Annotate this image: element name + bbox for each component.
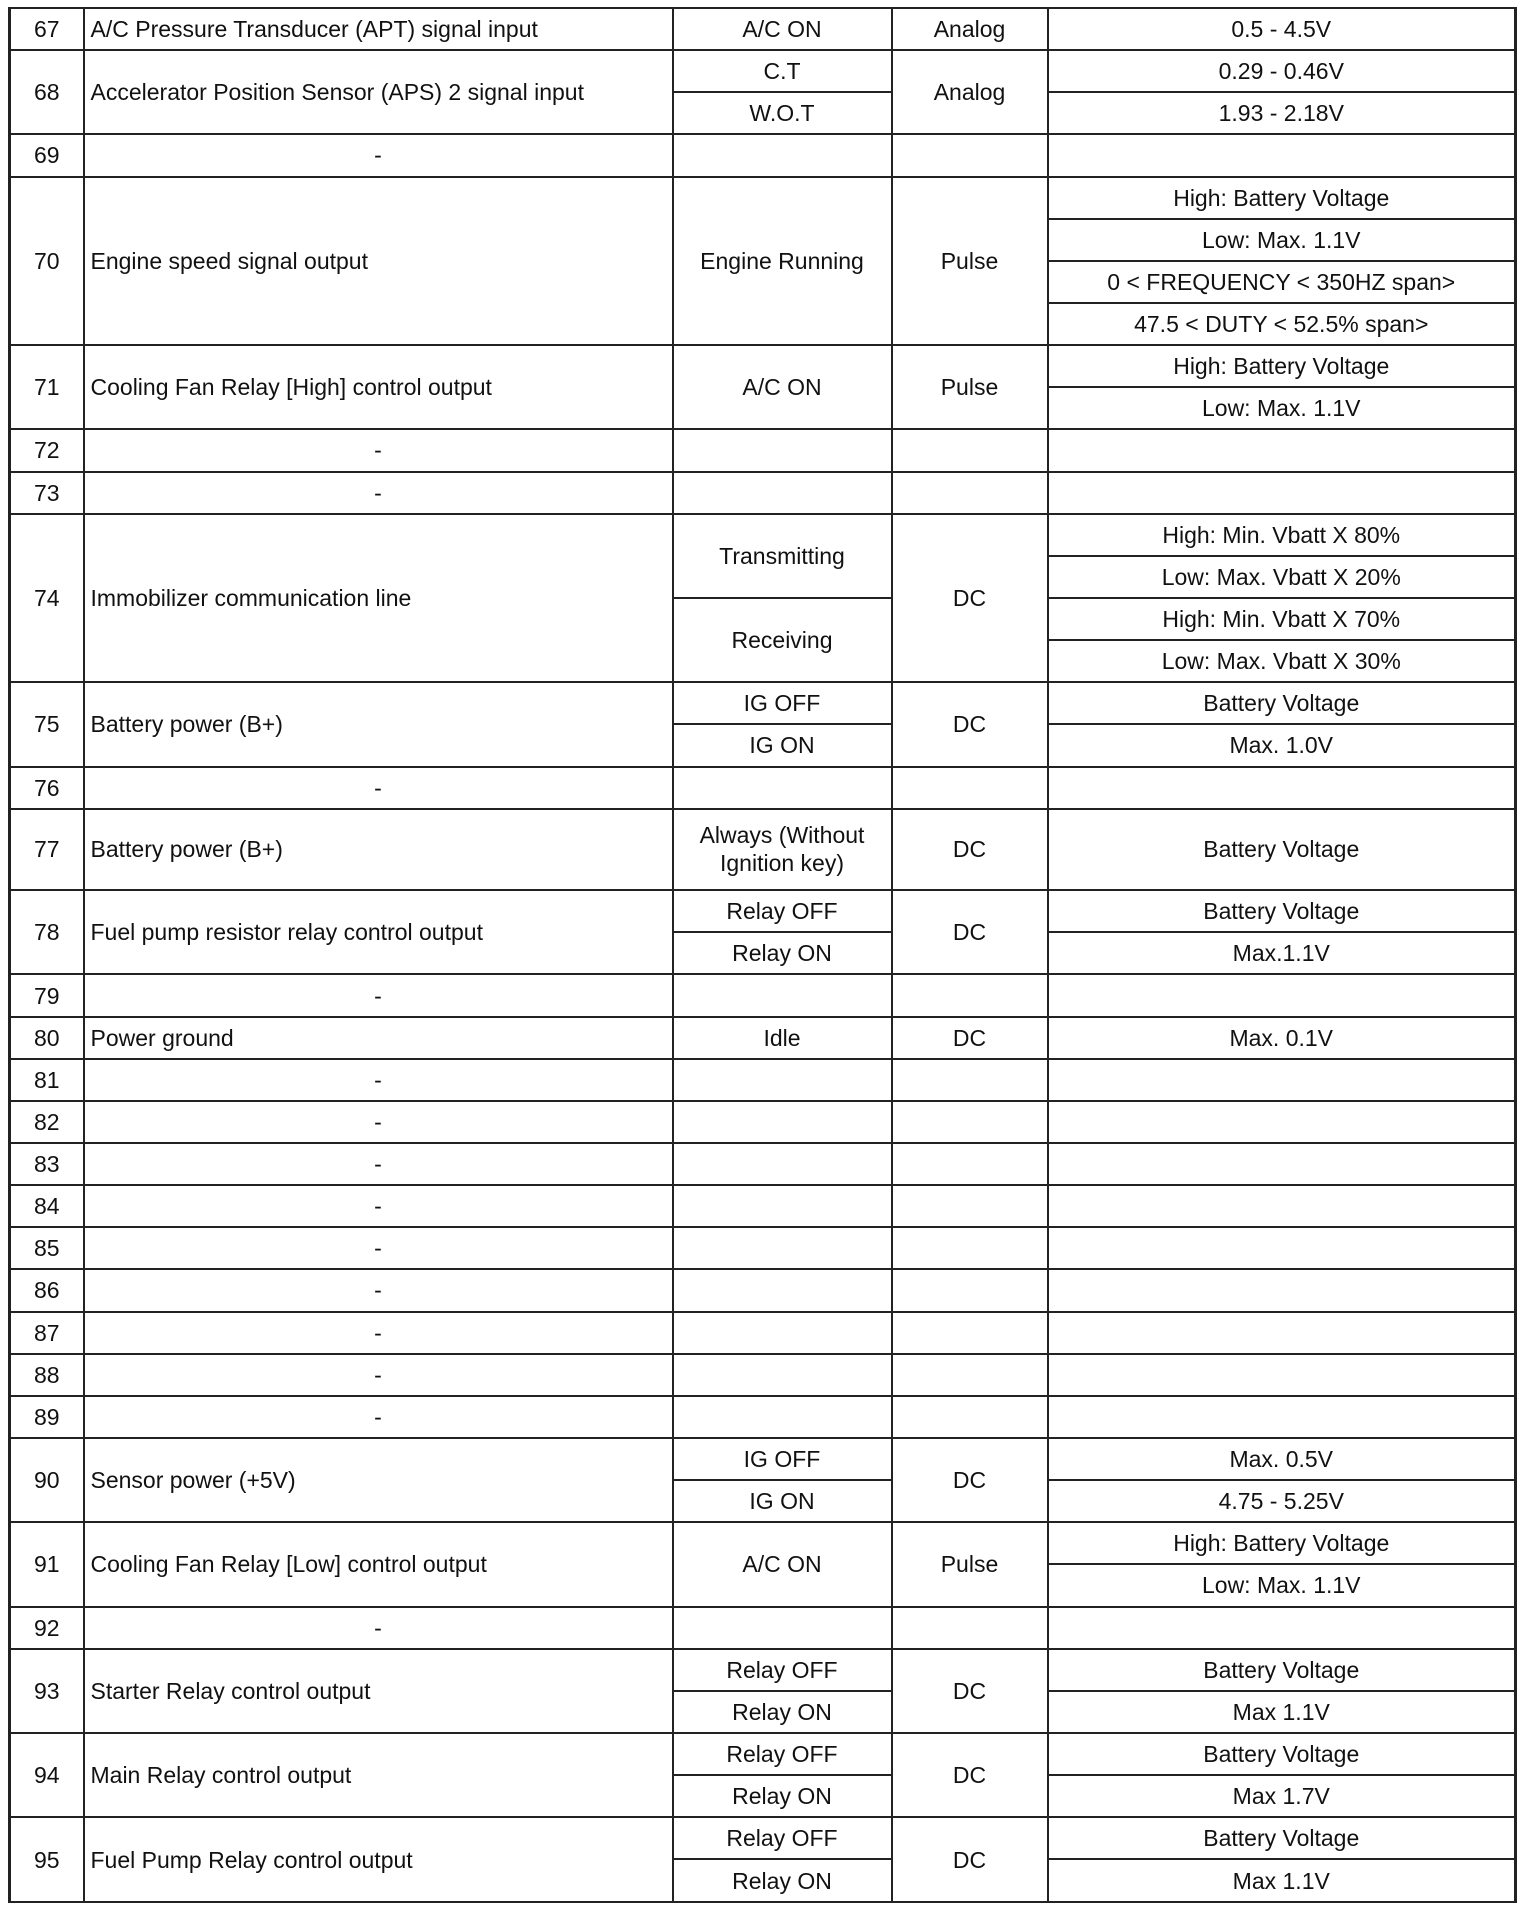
signal-type: Pulse	[892, 1522, 1048, 1606]
pin-number: 75	[10, 682, 84, 766]
pin-description: -	[84, 1269, 673, 1311]
signal-level: 47.5 < DUTY < 52.5% span>	[1048, 303, 1516, 345]
pin-condition	[673, 767, 892, 809]
pin-number: 81	[10, 1059, 84, 1101]
pin-condition: A/C ON	[673, 1522, 892, 1606]
pin-specification-table	[8, 7, 1517, 1903]
pin-condition: Relay OFF	[673, 1817, 892, 1859]
pin-description: Main Relay control output	[84, 1733, 673, 1817]
pin-description: Starter Relay control output	[84, 1649, 673, 1733]
signal-type	[892, 429, 1048, 471]
signal-level: 4.75 - 5.25V	[1048, 1480, 1516, 1522]
signal-level: 0.29 - 0.46V	[1048, 50, 1516, 92]
pin-condition: Engine Running	[673, 177, 892, 346]
signal-level	[1048, 1227, 1516, 1269]
table-row	[10, 1185, 1516, 1227]
signal-level	[1048, 767, 1516, 809]
pin-condition: Relay OFF	[673, 1649, 892, 1691]
signal-level	[1048, 1101, 1516, 1143]
signal-level: Battery Voltage	[1048, 890, 1516, 932]
pin-description: -	[84, 429, 673, 471]
signal-level: Max. 0.5V	[1048, 1438, 1516, 1480]
table-row	[10, 809, 1516, 890]
signal-level: Battery Voltage	[1048, 809, 1516, 890]
pin-condition: A/C ON	[673, 8, 892, 50]
signal-level: 1.93 - 2.18V	[1048, 92, 1516, 134]
pin-condition: Always (Without Ignition key)	[673, 809, 892, 890]
pin-description: -	[84, 472, 673, 514]
pin-number: 71	[10, 345, 84, 429]
pin-condition	[673, 429, 892, 471]
table-row	[10, 1227, 1516, 1269]
pin-condition	[673, 1059, 892, 1101]
table-row	[10, 1607, 1516, 1649]
signal-type	[892, 1101, 1048, 1143]
pin-number: 73	[10, 472, 84, 514]
pin-description: -	[84, 1059, 673, 1101]
signal-level: Battery Voltage	[1048, 1817, 1516, 1859]
pin-description: -	[84, 134, 673, 176]
pin-number: 87	[10, 1312, 84, 1354]
pin-number: 92	[10, 1607, 84, 1649]
signal-level: 0.5 - 4.5V	[1048, 8, 1516, 50]
table-row	[10, 974, 1516, 1016]
signal-level: 0 < FREQUENCY < 350HZ span>	[1048, 261, 1516, 303]
signal-type	[892, 1059, 1048, 1101]
signal-level	[1048, 1354, 1516, 1396]
pin-table-body	[10, 8, 1516, 1902]
signal-type: Analog	[892, 8, 1048, 50]
pin-condition: Relay OFF	[673, 890, 892, 932]
pin-description: -	[84, 1143, 673, 1185]
pin-description: A/C Pressure Transducer (APT) signal input	[84, 8, 673, 50]
pin-number: 95	[10, 1817, 84, 1902]
table-row	[10, 1733, 1516, 1775]
pin-description: Battery power (B+)	[84, 682, 673, 766]
table-row	[10, 1649, 1516, 1691]
pin-description: -	[84, 1101, 673, 1143]
signal-type: DC	[892, 1649, 1048, 1733]
pin-number: 76	[10, 767, 84, 809]
pin-number: 70	[10, 177, 84, 346]
pin-condition	[673, 1269, 892, 1311]
table-row	[10, 177, 1516, 219]
pin-condition: IG ON	[673, 1480, 892, 1522]
signal-level: Max.1.1V	[1048, 932, 1516, 974]
signal-level: High: Battery Voltage	[1048, 177, 1516, 219]
pin-condition: Relay ON	[673, 1691, 892, 1733]
pin-number: 94	[10, 1733, 84, 1817]
signal-level: Low: Max. 1.1V	[1048, 387, 1516, 429]
pin-number: 67	[10, 8, 84, 50]
pin-condition: Relay ON	[673, 1859, 892, 1902]
pin-condition	[673, 1354, 892, 1396]
pin-condition	[673, 472, 892, 514]
table-row	[10, 1396, 1516, 1438]
pin-condition: Idle	[673, 1017, 892, 1059]
signal-level	[1048, 1059, 1516, 1101]
signal-type: DC	[892, 514, 1048, 683]
pin-condition: Relay ON	[673, 1775, 892, 1817]
signal-level: High: Min. Vbatt X 80%	[1048, 514, 1516, 556]
signal-type	[892, 472, 1048, 514]
pin-condition: IG OFF	[673, 1438, 892, 1480]
signal-level: Low: Max. 1.1V	[1048, 1564, 1516, 1606]
table-row	[10, 1312, 1516, 1354]
signal-level: Max 1.1V	[1048, 1859, 1516, 1902]
signal-level	[1048, 472, 1516, 514]
pin-number: 79	[10, 974, 84, 1016]
signal-type: DC	[892, 1817, 1048, 1902]
pin-condition	[673, 1607, 892, 1649]
table-row	[10, 682, 1516, 724]
signal-type: DC	[892, 890, 1048, 974]
pin-table-sheet	[8, 7, 1514, 1903]
signal-level: High: Min. Vbatt X 70%	[1048, 598, 1516, 640]
pin-description: Battery power (B+)	[84, 809, 673, 890]
signal-level	[1048, 1396, 1516, 1438]
signal-level	[1048, 429, 1516, 471]
pin-condition	[673, 1312, 892, 1354]
table-row	[10, 472, 1516, 514]
pin-description: Cooling Fan Relay [High] control output	[84, 345, 673, 429]
signal-type: Pulse	[892, 177, 1048, 346]
pin-number: 84	[10, 1185, 84, 1227]
pin-condition: C.T	[673, 50, 892, 92]
table-row	[10, 1059, 1516, 1101]
pin-description: -	[84, 1185, 673, 1227]
pin-condition: A/C ON	[673, 345, 892, 429]
signal-level	[1048, 974, 1516, 1016]
signal-type	[892, 1227, 1048, 1269]
signal-type: DC	[892, 682, 1048, 766]
signal-type: DC	[892, 809, 1048, 890]
pin-number: 78	[10, 890, 84, 974]
table-row	[10, 345, 1516, 387]
table-row	[10, 1101, 1516, 1143]
pin-description: -	[84, 1396, 673, 1438]
signal-type	[892, 1354, 1048, 1396]
pin-number: 77	[10, 809, 84, 890]
pin-number: 91	[10, 1522, 84, 1606]
pin-number: 90	[10, 1438, 84, 1522]
pin-condition: IG OFF	[673, 682, 892, 724]
pin-condition: IG ON	[673, 724, 892, 766]
pin-description: Engine speed signal output	[84, 177, 673, 346]
table-row	[10, 890, 1516, 932]
table-row	[10, 1354, 1516, 1396]
table-row	[10, 1269, 1516, 1311]
pin-condition: Relay OFF	[673, 1733, 892, 1775]
pin-number: 72	[10, 429, 84, 471]
table-row	[10, 429, 1516, 471]
pin-description: Fuel pump resistor relay control output	[84, 890, 673, 974]
signal-level	[1048, 1143, 1516, 1185]
signal-type	[892, 1396, 1048, 1438]
signal-type	[892, 1143, 1048, 1185]
signal-type: Pulse	[892, 345, 1048, 429]
table-row	[10, 1817, 1516, 1859]
pin-number: 85	[10, 1227, 84, 1269]
pin-description: Immobilizer communication line	[84, 514, 673, 683]
table-row	[10, 767, 1516, 809]
pin-description: -	[84, 1607, 673, 1649]
pin-description: -	[84, 1227, 673, 1269]
signal-type	[892, 974, 1048, 1016]
pin-condition: Receiving	[673, 598, 892, 682]
table-row	[10, 1017, 1516, 1059]
signal-level	[1048, 134, 1516, 176]
signal-type	[892, 767, 1048, 809]
pin-number: 82	[10, 1101, 84, 1143]
table-row	[10, 8, 1516, 50]
signal-level: Max. 0.1V	[1048, 1017, 1516, 1059]
pin-description: Accelerator Position Sensor (APS) 2 signal input	[84, 50, 673, 134]
pin-number: 69	[10, 134, 84, 176]
pin-description: -	[84, 767, 673, 809]
signal-level	[1048, 1607, 1516, 1649]
pin-description: -	[84, 1354, 673, 1396]
signal-type: DC	[892, 1733, 1048, 1817]
pin-condition	[673, 1396, 892, 1438]
pin-number: 89	[10, 1396, 84, 1438]
pin-condition	[673, 134, 892, 176]
signal-level: Low: Max. Vbatt X 20%	[1048, 556, 1516, 598]
signal-level: Low: Max. 1.1V	[1048, 219, 1516, 261]
signal-type: DC	[892, 1017, 1048, 1059]
table-row	[10, 1143, 1516, 1185]
pin-condition	[673, 1143, 892, 1185]
signal-level	[1048, 1185, 1516, 1227]
pin-description: Sensor power (+5V)	[84, 1438, 673, 1522]
pin-number: 93	[10, 1649, 84, 1733]
pin-condition: W.O.T	[673, 92, 892, 134]
signal-level: Max 1.1V	[1048, 1691, 1516, 1733]
pin-condition	[673, 1101, 892, 1143]
signal-level: Battery Voltage	[1048, 1649, 1516, 1691]
signal-level: Max. 1.0V	[1048, 724, 1516, 766]
pin-condition: Relay ON	[673, 932, 892, 974]
pin-description: Cooling Fan Relay [Low] control output	[84, 1522, 673, 1606]
pin-number: 86	[10, 1269, 84, 1311]
signal-type: DC	[892, 1438, 1048, 1522]
signal-type	[892, 1607, 1048, 1649]
pin-number: 74	[10, 514, 84, 683]
signal-level: Battery Voltage	[1048, 682, 1516, 724]
signal-level: Battery Voltage	[1048, 1733, 1516, 1775]
pin-description: Power ground	[84, 1017, 673, 1059]
table-row	[10, 514, 1516, 556]
pin-condition	[673, 974, 892, 1016]
pin-condition	[673, 1227, 892, 1269]
signal-type: Analog	[892, 50, 1048, 134]
pin-description: Fuel Pump Relay control output	[84, 1817, 673, 1902]
signal-level	[1048, 1312, 1516, 1354]
signal-type	[892, 1185, 1048, 1227]
pin-number: 68	[10, 50, 84, 134]
signal-type	[892, 1312, 1048, 1354]
pin-number: 80	[10, 1017, 84, 1059]
signal-level	[1048, 1269, 1516, 1311]
table-row	[10, 134, 1516, 176]
table-row	[10, 1438, 1516, 1480]
signal-level: Max 1.7V	[1048, 1775, 1516, 1817]
signal-level: High: Battery Voltage	[1048, 345, 1516, 387]
signal-type	[892, 134, 1048, 176]
pin-description: -	[84, 1312, 673, 1354]
signal-level: High: Battery Voltage	[1048, 1522, 1516, 1564]
table-row	[10, 50, 1516, 92]
pin-condition	[673, 1185, 892, 1227]
pin-description: -	[84, 974, 673, 1016]
pin-number: 88	[10, 1354, 84, 1396]
pin-number: 83	[10, 1143, 84, 1185]
signal-type	[892, 1269, 1048, 1311]
pin-condition: Transmitting	[673, 514, 892, 598]
table-row	[10, 1522, 1516, 1564]
signal-level: Low: Max. Vbatt X 30%	[1048, 640, 1516, 682]
